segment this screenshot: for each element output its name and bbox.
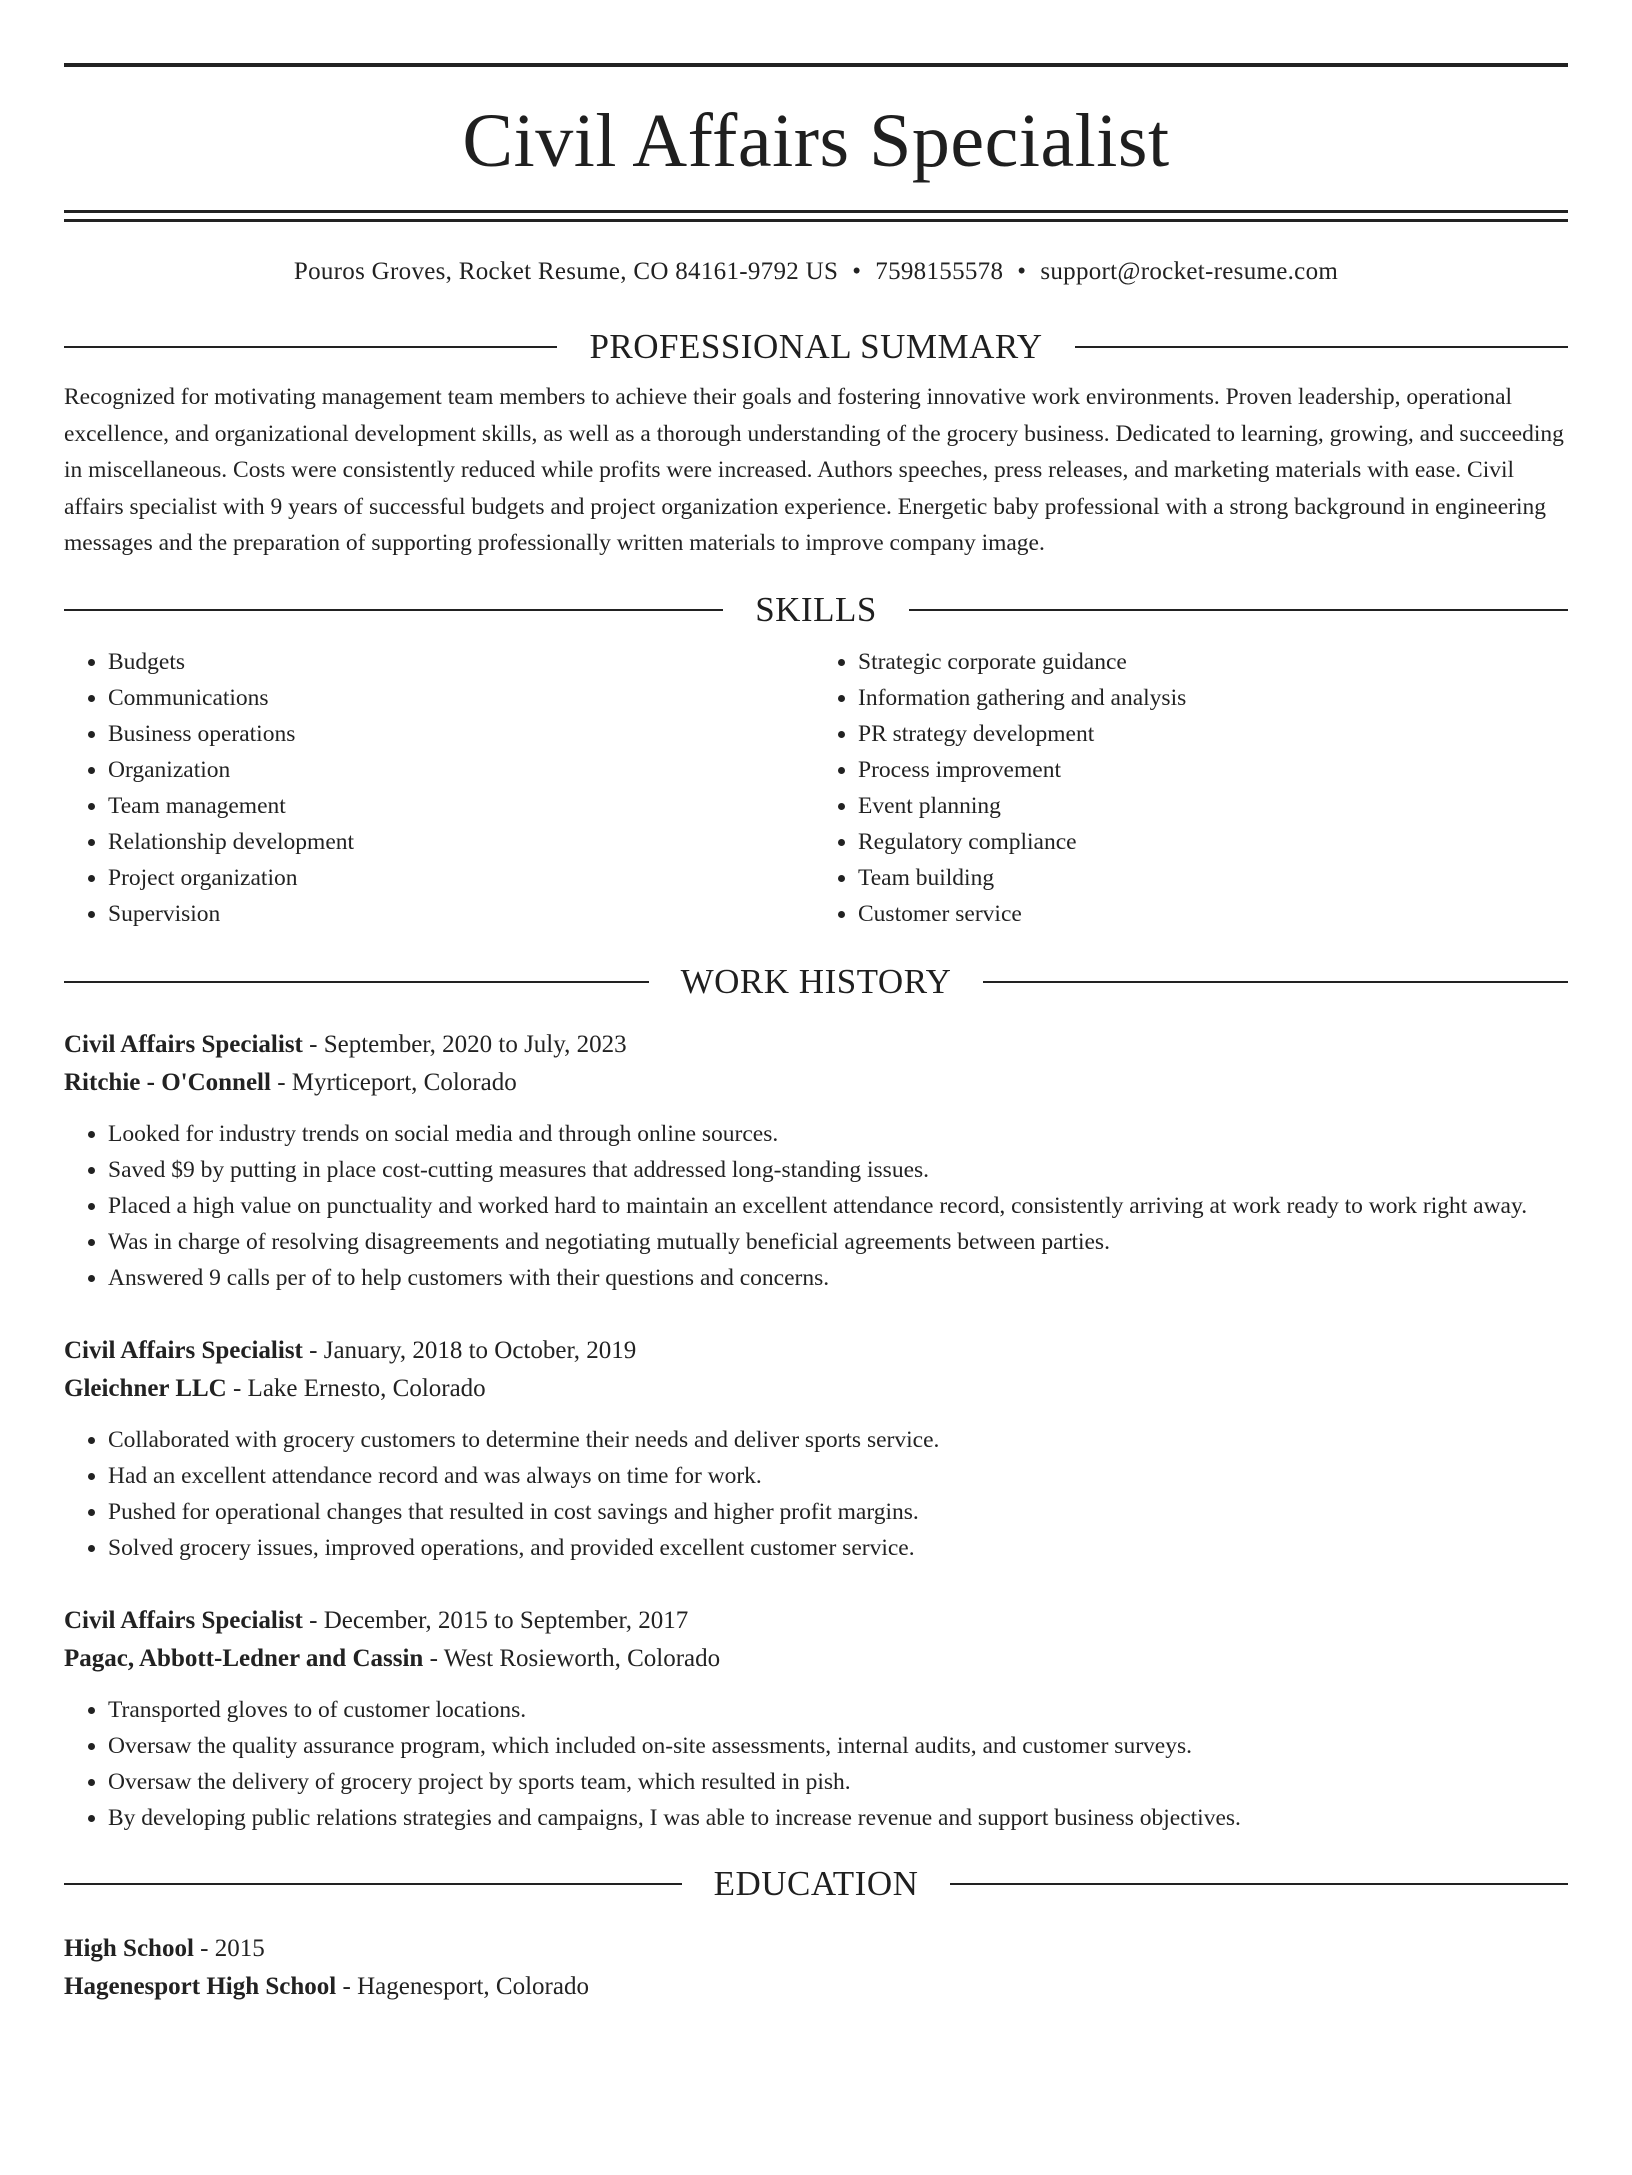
section-header-education xyxy=(64,1864,1568,1904)
skills-list xyxy=(64,644,1568,932)
summary-text: Recognized for motivating management team members to achieve their goals and fostering innovative work environments. Proven leadership, operational excellence, and organizational development skills, as well as a thorough understanding of the grocery business. Dedicated to learning, growing, and succeeding in miscellaneous. Costs were consistently reduced while profits were increased. Authors speeches, press releases, and marketing materials with ease. Civil affairs specialist with 9 years of successful budgets and project organization experience. Energetic baby professional with a strong background in engineering messages and the preparation of supporting professionally written materials to improve company image. xyxy=(64,384,1564,556)
list-item: • Was in charge of resolving disagreements and negotiating mutually beneficial agreements between parties. xyxy=(108,1224,1568,1260)
education-entry xyxy=(64,1930,1568,2006)
list-item: • Business operations xyxy=(108,716,818,752)
job-location: - West Rosieworth, Colorado xyxy=(423,1644,721,1672)
list-item: • Saved $9 by putting in place cost-cutting measures that addressed long-standing issues. xyxy=(108,1152,1568,1188)
divider-line xyxy=(64,981,649,983)
divider-line xyxy=(1075,346,1568,348)
job-role: Civil Affairs Specialist xyxy=(64,1336,303,1364)
section-header-skills xyxy=(64,590,1568,630)
list-item: • Looked for industry trends on social media and through online sources. xyxy=(108,1116,1568,1152)
list-item: • Placed a high value on punctuality and worked hard to maintain an excellent attendance record, consistently arriving at work ready to work right away. xyxy=(108,1188,1568,1224)
divider-line xyxy=(64,609,723,611)
education-degree: High School xyxy=(64,1934,194,1962)
job-title-line xyxy=(64,1026,1568,1064)
list-item: • Project organization xyxy=(108,860,818,896)
resume-page xyxy=(64,63,1568,2006)
divider-line xyxy=(983,981,1568,983)
section-title: EDUCATION xyxy=(713,1863,919,1903)
list-item: • Budgets xyxy=(108,644,818,680)
list-item: • Had an excellent attendance record and was always on time for work. xyxy=(108,1458,1568,1494)
contact-email: support@rocket-resume.com xyxy=(1040,258,1339,285)
top-rule xyxy=(64,63,1568,67)
contact-separator: • xyxy=(852,258,862,285)
list-item: • Regulatory compliance xyxy=(858,824,1568,860)
list-item: • Organization xyxy=(108,752,818,788)
job-role: Civil Affairs Specialist xyxy=(64,1606,303,1634)
job-dates: - September, 2020 to July, 2023 xyxy=(302,1030,627,1058)
list-item: • Team management xyxy=(108,788,818,824)
job-role: Civil Affairs Specialist xyxy=(64,1030,303,1058)
list-item: • Team building xyxy=(858,860,1568,896)
section-title: SKILLS xyxy=(755,589,877,629)
job-company: Gleichner LLC xyxy=(64,1374,227,1402)
list-item: • Oversaw the quality assurance program, which included on-site assessments, internal audits, and customer surveys. xyxy=(108,1728,1568,1764)
contact-line xyxy=(64,257,1568,287)
list-item: • Collaborated with grocery customers to determine their needs and deliver sports service. xyxy=(108,1422,1568,1458)
job-company-line xyxy=(64,1370,1568,1408)
list-item: • Relationship development xyxy=(108,824,818,860)
job-bullets xyxy=(64,1116,1568,1296)
contact-separator: • xyxy=(1017,258,1027,285)
job-title-line xyxy=(64,1332,1568,1370)
double-rule xyxy=(64,210,1568,222)
divider-line xyxy=(64,346,557,348)
list-item: • Pushed for operational changes that resulted in cost savings and higher profit margins. xyxy=(108,1494,1568,1530)
list-item: • Supervision xyxy=(108,896,818,932)
list-item: • Information gathering and analysis xyxy=(858,680,1568,716)
list-item: • Answered 9 calls per of to help customers with their questions and concerns. xyxy=(108,1260,1568,1296)
education-location: - Hagenesport, Colorado xyxy=(336,1972,589,2000)
list-item: • Event planning xyxy=(858,788,1568,824)
job-entry xyxy=(64,1602,1568,1836)
section-header-summary xyxy=(64,327,1568,367)
section-title: WORK HISTORY xyxy=(680,961,952,1001)
job-company: Ritchie - O'Connell xyxy=(64,1068,271,1096)
job-entry xyxy=(64,1332,1568,1566)
divider-line xyxy=(950,1883,1568,1885)
job-title-line xyxy=(64,1602,1568,1640)
job-company-line xyxy=(64,1640,1568,1678)
job-dates: - January, 2018 to October, 2019 xyxy=(302,1336,637,1364)
education-degree-line xyxy=(64,1930,1568,1968)
list-item: • Oversaw the delivery of grocery project by sports team, which resulted in pish. xyxy=(108,1764,1568,1800)
list-item: • Customer service xyxy=(858,896,1568,932)
list-item: • PR strategy development xyxy=(858,716,1568,752)
list-item: • Process improvement xyxy=(858,752,1568,788)
list-item: • Strategic corporate guidance xyxy=(858,644,1568,680)
list-item: • Solved grocery issues, improved operations, and provided excellent customer service. xyxy=(108,1530,1568,1566)
list-item: • Communications xyxy=(108,680,818,716)
divider-line xyxy=(909,609,1568,611)
job-bullets xyxy=(64,1422,1568,1566)
section-title: PROFESSIONAL SUMMARY xyxy=(589,327,1043,366)
job-dates: - December, 2015 to September, 2017 xyxy=(302,1606,689,1634)
section-header-work xyxy=(64,962,1568,1002)
job-company: Pagac, Abbott-Ledner and Cassin xyxy=(64,1644,424,1672)
job-location: - Lake Ernesto, Colorado xyxy=(226,1374,486,1402)
job-location: - Myrticeport, Colorado xyxy=(270,1068,517,1096)
skills-column-right xyxy=(818,644,1568,932)
job-company-line xyxy=(64,1064,1568,1102)
list-item: • Transported gloves to of customer locations. xyxy=(108,1692,1568,1728)
divider-line xyxy=(64,1883,682,1885)
resume-name: Civil Affairs Specialist xyxy=(462,99,1170,183)
skills-column-left xyxy=(64,644,818,932)
education-school: Hagenesport High School xyxy=(64,1972,337,2000)
job-bullets xyxy=(64,1692,1568,1836)
contact-phone: 7598155578 xyxy=(875,258,1004,285)
education-school-line xyxy=(64,1968,1568,2006)
list-item: • By developing public relations strategies and campaigns, I was able to increase revenue and support business objectives. xyxy=(108,1800,1568,1836)
contact-address: Pouros Groves, Rocket Resume, CO 84161-9792 US xyxy=(293,258,839,285)
job-entry xyxy=(64,1026,1568,1296)
education-year: - 2015 xyxy=(193,1934,265,1962)
